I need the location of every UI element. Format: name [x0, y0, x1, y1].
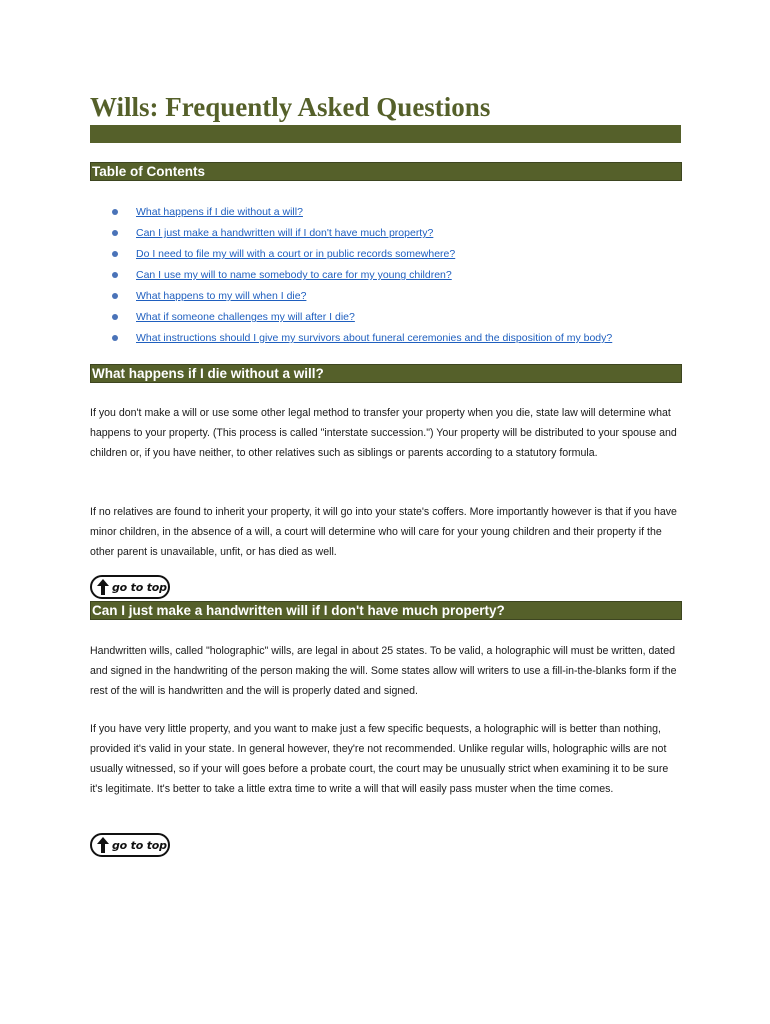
bullet-icon — [112, 209, 118, 215]
go-to-top-label: go to top — [112, 838, 167, 852]
go-to-top-button[interactable] — [90, 575, 170, 599]
up-arrow-icon — [97, 579, 109, 595]
title-underline-bar — [90, 125, 681, 143]
bullet-icon — [112, 335, 118, 341]
toc-link-funeral-instructions[interactable]: What instructions should I give my survivors about funeral ceremonies and the disposition of my body? — [136, 332, 613, 344]
toc-link-die-without-will[interactable]: What happens if I die without a will? — [136, 206, 303, 218]
section-paragraph: If you don't make a will or use some other legal method to transfer your property when you die, state law will determine what happens to your property. (This process is called "interstate succession.") Your property will be distributed to your spouse and children or, if you have neither, to other relatives such as siblings or parents according to a statutory formula. — [90, 407, 677, 459]
toc-link-guardian-children[interactable]: Can I use my will to name somebody to care for my young children? — [136, 269, 452, 281]
up-arrow-icon — [97, 837, 109, 853]
page-title: Wills: Frequently Asked Questions — [90, 92, 491, 122]
toc-link-will-when-die[interactable]: What happens to my will when I die? — [136, 290, 307, 302]
toc-link-challenges-will[interactable]: What if someone challenges my will after I die? — [136, 311, 355, 323]
section-heading-handwritten-will: Can I just make a handwritten will if I don't have much property? — [90, 601, 682, 620]
go-to-top-button[interactable] — [90, 833, 170, 857]
toc-heading: Table of Contents — [90, 162, 682, 181]
toc-link-file-will[interactable]: Do I need to file my will with a court or in public records somewhere? — [136, 248, 456, 260]
bullet-icon — [112, 293, 118, 299]
bullet-icon — [112, 230, 118, 236]
section-paragraph: If no relatives are found to inherit your property, it will go into your state's coffers. More importantly however is that if you have minor children, in the absence of a will, a court will determine who will care for your young children and their property if the other parent is unavailable, unfit, or has died as well. — [90, 506, 677, 558]
bullet-icon — [112, 314, 118, 320]
bullet-icon — [112, 251, 118, 257]
go-to-top-label: go to top — [112, 580, 167, 594]
toc-link-handwritten-will[interactable]: Can I just make a handwritten will if I don't have much property? — [136, 227, 434, 239]
section-paragraph: Handwritten wills, called "holographic" wills, are legal in about 25 states. To be valid, a holographic will must be written, dated and signed in the handwriting of the person making the will. Some states allow will writers to use a fill-in-the-blanks form if the rest of the will is handwritten and the will is properly dated and signed. — [90, 645, 677, 697]
bullet-icon — [112, 272, 118, 278]
section-heading-die-without-will: What happens if I die without a will? — [90, 364, 682, 383]
section-paragraph: If you have very little property, and you want to make just a few specific bequests, a holographic will is better than nothing, provided it's valid in your state. In general however, they're not recommended. Unlike regular wills, holographic wills are not usually witnessed, so if your will goes before a probate court, the court may be unusually strict when examining it to be sure it's legitimate. It's better to take a little extra time to write a will that will easily pass muster when the time comes. — [90, 723, 669, 795]
